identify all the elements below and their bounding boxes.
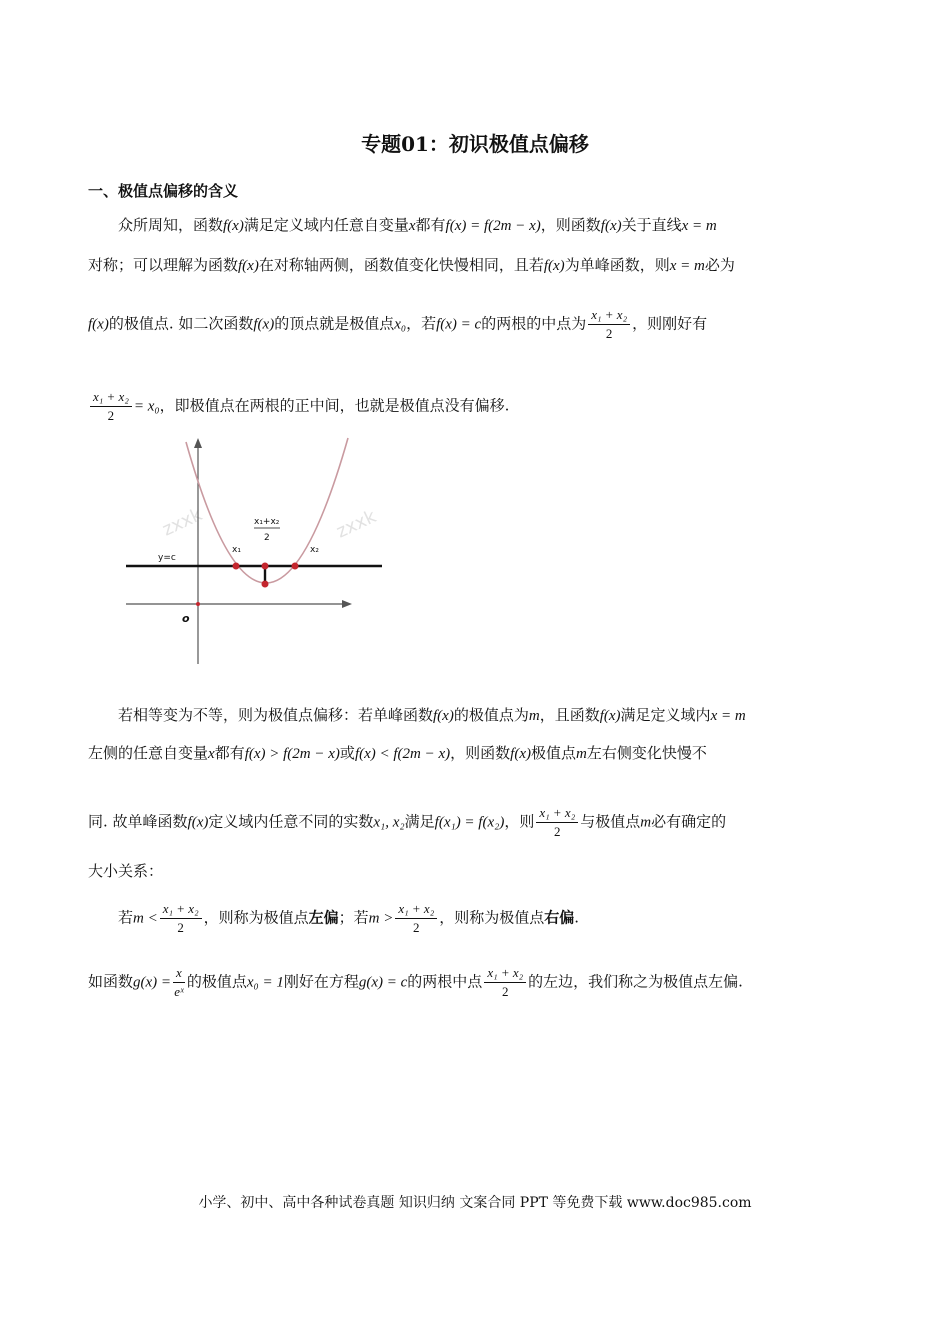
fraction-midpoint: $\frac{\text{x₁ + x₂}}{2}$: [160, 900, 202, 937]
fraction-midpoint: $\frac{\text{x₁ + x₂}}{2}$: [536, 804, 578, 841]
parabola-curve: [186, 438, 348, 583]
fraction-g: $\frac{x}{\text{eˣ}}$: [174, 965, 184, 999]
x2-label: x₂: [310, 545, 319, 555]
fraction-midpoint: $\frac{\text{x₁ + x₂}}{2}$: [90, 388, 132, 425]
midpoint-point: [262, 563, 269, 570]
midpoint-label-num: x₁+x₂: [254, 517, 280, 527]
y-c-label: y=c: [158, 553, 176, 563]
p1-line1: 众所周知，函数f(x)满足定义域内任意自变量x都有f(x) = f(2m − x)，则函数f(x)关于直线x = m: [118, 216, 717, 234]
origin-point: [196, 602, 200, 606]
watermark-right: zxxk: [333, 506, 380, 543]
origin-label: o: [182, 612, 190, 625]
vertex-point: [262, 581, 269, 588]
watermark-left: zxxk: [159, 504, 206, 541]
fraction-midpoint: $\frac{\text{x₁ + x₂}}{2}$: [395, 900, 437, 937]
x-axis-arrow: [342, 600, 352, 608]
p2-line3: 同. 故单峰函数f(x)定义域内任意不同的实数x₁, x₂满足f(x₁) = f(x₂)，则 $\frac{\text{x₁ + x₂}}{2}$ 与极值点m必有确定的: [88, 805, 727, 839]
parabola-figure: [126, 436, 390, 668]
midpoint-label-den: 2: [264, 533, 270, 543]
p1-line3: f(x)的极值点. 如二次函数f(x)的顶点就是极值点x₀，若f(x) = c的两根的中点为 $\frac{\text{x₁ + x₂}}{2}$ ，则刚好有: [88, 307, 708, 341]
x1-label: x₁: [232, 545, 241, 555]
section-heading: 一、极值点偏移的含义: [88, 182, 239, 200]
fraction-midpoint: $\frac{\text{x₁ + x₂}}{2}$: [588, 306, 630, 343]
p1-line2: 对称；可以理解为函数f(x)在对称轴两侧，函数值变化快慢相同，且若f(x)为单峰函数，则x = m必为: [88, 256, 735, 274]
page-title: 专题01：初识极值点偏移: [361, 132, 589, 156]
footer-text: 小学、初中、高中各种试卷真题 知识归纳 文案合同 PPT 等免费下载 www.doc985.com: [198, 1195, 752, 1211]
p3-line: 若m < $\frac{\text{x₁ + x₂}}{2}$ ，则称为极值点左偏；若m > $\frac{\text{x₁ + x₂}}{2}$ ，则称为极值点右偏.: [118, 901, 580, 935]
fraction-midpoint: $\frac{\text{x₁ + x₂}}{2}$: [484, 964, 526, 1001]
root-x2-point: [292, 563, 299, 570]
p4-line: 如函数g(x) = $\frac{x}{\text{eˣ}}$ 的极值点x₀ = 1刚好在方程g(x) = c的两根中点 $\frac{\text{x₁ + x₂}}{2}$ 的左边，我们称之为极值点左偏.: [88, 965, 743, 999]
p2-line4: 大小关系：: [88, 862, 164, 880]
y-axis-arrow: [194, 438, 202, 448]
root-x1-point: [233, 563, 240, 570]
p2-line1: 若相等变为不等，则为极值点偏移：若单峰函数f(x)的极值点为m，且函数f(x)满足定义域内x = m: [118, 706, 746, 724]
p2-line2: 左侧的任意自变量x都有f(x) > f(2m − x)或f(x) < f(2m − x)，则函数f(x)极值点m左右侧变化快慢不: [88, 744, 707, 762]
p1-line4: $\frac{\text{x₁ + x₂}}{2}$ = x₀，即极值点在两根的正中间，也就是极值点没有偏移.: [88, 388, 509, 425]
